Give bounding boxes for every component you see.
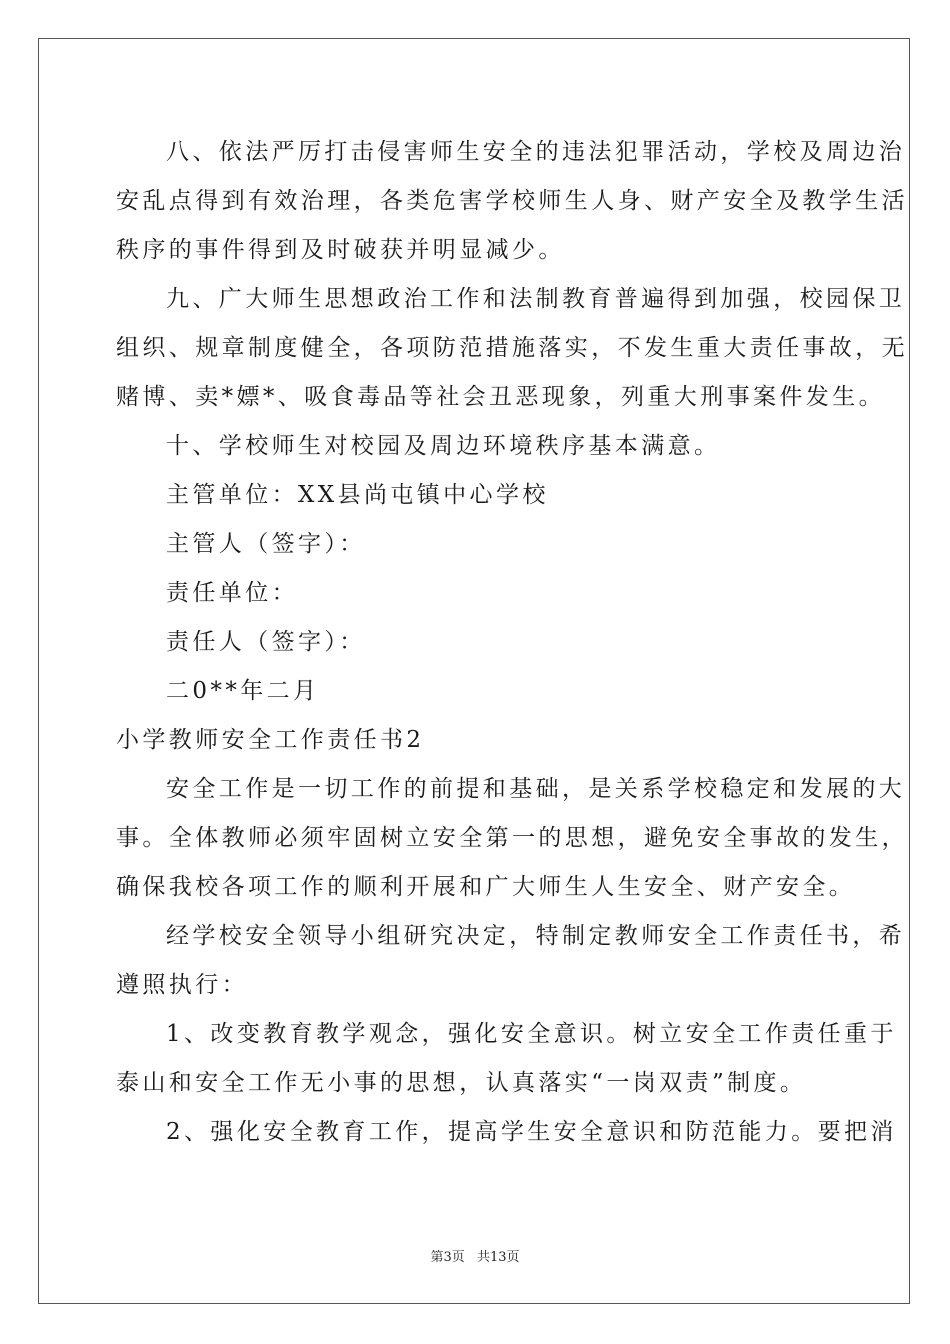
text-line: 主管人（签字）： [166, 531, 366, 557]
text-line: 赌博、卖*嫖*、吸食毒品等社会丑恶现象，列重大刑事案件发生。 [116, 384, 885, 410]
document-date [116, 667, 832, 716]
paragraph-item-8 [116, 128, 908, 275]
paragraph-item-9 [116, 275, 908, 422]
text-line: 安乱点得到有效治理，各类危害学校师生人身、财产安全及教学生活 [116, 188, 908, 214]
text-line: 小学教师安全工作责任书2 [116, 727, 425, 753]
text-line: 责任单位： [166, 580, 298, 606]
text-line: 安全工作是一切工作的前提和基础，是关系学校稳定和发展的大 [166, 776, 906, 802]
text-line: 经学校安全领导小组研究决定，特制定教师安全工作责任书，希 [166, 923, 906, 949]
text-line: 二0**年二月 [166, 678, 320, 704]
text-line: 组织、规章制度健全，各项防范措施落实，不发生重大责任事故，无 [116, 335, 908, 361]
paragraph-item-2 [116, 1108, 897, 1157]
paragraph-intro [116, 765, 908, 912]
text-line: 主管单位：XX县尚屯镇中心学校 [166, 482, 549, 508]
text-line: 遵照执行： [116, 972, 248, 998]
text-line: 1、改变教育教学观念，强化安全意识。树立安全工作责任重于 [166, 1021, 897, 1047]
text-line: 事。全体教师必须牢固树立安全第一的思想，避免安全事故的发生， [116, 825, 908, 851]
paragraph-item-10 [116, 422, 832, 471]
text-line: 泰山和安全工作无小事的思想，认真落实“一岗双责”制度。 [116, 1070, 807, 1096]
page-number: 第3页 [430, 1250, 465, 1265]
text-line: 十、学校师生对校园及周边环境秩序基本满意。 [166, 433, 721, 459]
page-footer [0, 1246, 950, 1265]
text-line: 2、强化安全教育工作，提高学生安全意识和防范能力。要把消 [166, 1119, 897, 1145]
text-line: 九、广大师生思想政治工作和法制教育普遍得到加强，校园保卫 [166, 286, 906, 312]
page-total: 共13页 [476, 1250, 520, 1265]
text-line: 确保我校各项工作的顺利开展和广大师生人生安全、财产安全。 [116, 874, 856, 900]
paragraph-decision [116, 912, 906, 1010]
document-body [116, 128, 908, 1157]
paragraph-item-1 [116, 1010, 897, 1108]
responsible-unit [116, 569, 832, 618]
text-line: 八、依法严厉打击侵害师生安全的违法犯罪活动，学校及周边治 [166, 139, 906, 165]
responsible-person-signature [116, 618, 832, 667]
section-title [116, 716, 832, 765]
supervising-unit [116, 471, 832, 520]
text-line: 责任人（签字）： [166, 629, 366, 655]
text-line: 秩序的事件得到及时破获并明显减少。 [116, 237, 565, 263]
supervisor-signature [116, 520, 832, 569]
